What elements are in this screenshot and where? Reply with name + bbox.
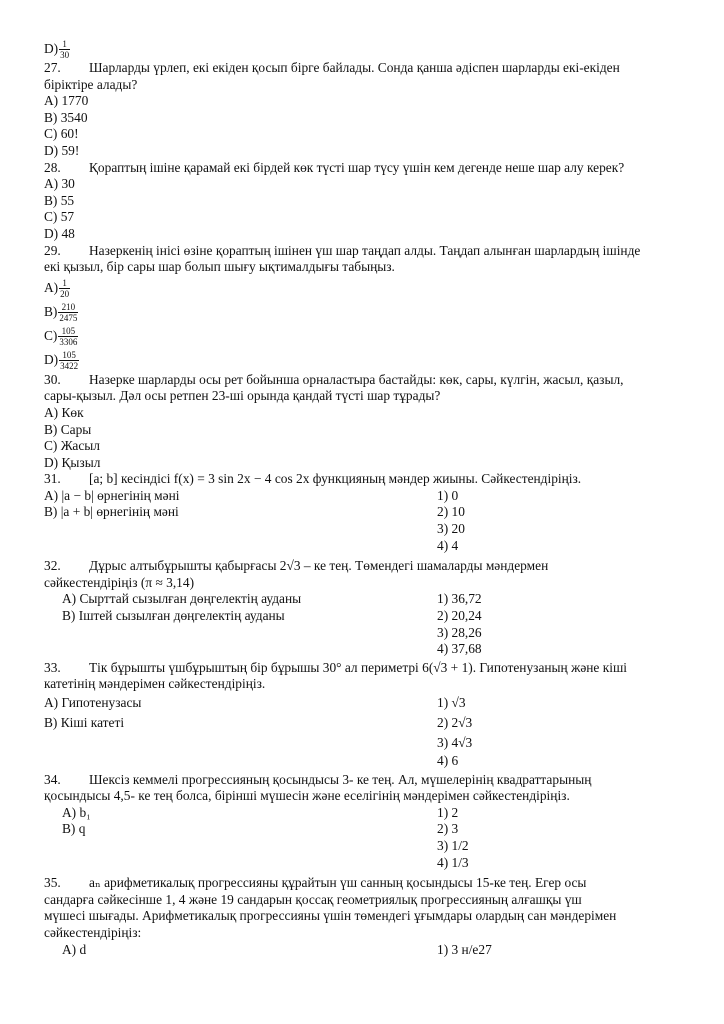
option-a: A) Көк [44, 404, 84, 420]
fraction: $\frac{1}{30}$ [60, 39, 70, 61]
question-text: Тік бұрышты үшбұрыштың бір бұрышы 30° ал периметрі 6(√3 + 1). Гипотенузаның және кіші [89, 659, 627, 675]
option-a: A) $\frac{1}{20}$ [44, 278, 70, 300]
option-d: D) 48 [44, 225, 75, 241]
option-d: D) $\frac{105}{3422}$ [44, 350, 79, 372]
option-c: C) 57 [44, 209, 75, 225]
question-27 [44, 60, 684, 160]
question-text-cont: сәйкестендіріңіз (π ≈ 3,14) [44, 574, 195, 590]
option-b: B) 3540 [44, 109, 88, 125]
right-column: 1) 2 2) 3 3) 1/2 4) 1/3 [437, 804, 469, 870]
question-31 [44, 471, 684, 554]
question-text: aₙ арифметикалық прогрессияны құрайтын үш санның қосындысы 15-ке тең. Егер осы [89, 875, 587, 891]
question-number: 29. [44, 242, 61, 258]
question-text: Шарларды үрлеп, екі екіден қосып бірге байлады. Сонда қанша әдіспен шарларды екі-екіден [89, 60, 620, 75]
fraction: $\frac{210}{2475}$ [59, 302, 78, 324]
option-b: B) 55 [44, 192, 75, 208]
option-d: D) Қызыл [44, 454, 101, 470]
question-text-cont: екі қызыл, бір сары шар болып шығу ықтималдығы табыңыз. [44, 259, 395, 275]
question-number: 32. [44, 558, 61, 574]
question-text: Дұрыс алтыбұрышты қабырғасы 2√3 – ке тең. Төмендегі шамаларды мәндермен [89, 558, 549, 574]
option-c: C) $\frac{105}{3306}$ [44, 326, 78, 348]
question-33 [44, 660, 684, 770]
question-text-cont: сандарға сәйкесінше 1, 4 және 19 сандарын қоссақ геометриялық прогрессияның алғашқы үш [44, 891, 582, 907]
question-number: 28. [44, 159, 61, 175]
question-number: 31. [44, 471, 61, 487]
option-c: C) 60! [44, 126, 79, 142]
right-column: 1) √3 2) 2√3 3) 4√3 4) 6 [437, 695, 473, 768]
question-30 [44, 372, 684, 472]
question-32 [44, 558, 684, 658]
left-column: A) Сырттай сызылған дөңгелектің ауданы B) Іштей сызылған дөңгелектің ауданы [62, 591, 302, 624]
option-a: A) 1770 [44, 93, 89, 109]
question-text: Назеркенің інісі өзіне қораптың ішінен үш шар таңдап алды. Таңдап алынған шарлардың ішінде [89, 242, 641, 258]
question-text-cont: сәйкестендіріңіз: [44, 924, 142, 940]
question-text-cont: біріктіре алады? [44, 76, 138, 92]
question-text-cont: катетінің мәндерімен сәйкестендіріңіз. [44, 676, 266, 692]
question-number: 30. [44, 371, 61, 387]
option-d: D) 59! [44, 142, 80, 158]
question-number: 35. [44, 875, 61, 891]
question-text-cont: қосындысы 4,5- ке тең болса, бірінші мүшесін және еселігінің мәндерімен сәйкестендіріңіз. [44, 788, 570, 804]
left-column: A) d [62, 941, 87, 957]
option-b: B) Сары [44, 421, 92, 437]
option-c: C) Жасыл [44, 438, 100, 454]
option-b: B) $\frac{210}{2475}$ [44, 302, 78, 324]
question-29 [44, 243, 684, 372]
prev-option-d: D) $\frac{1}{30}$ [44, 39, 70, 61]
question-35 [44, 875, 684, 958]
fraction: $\frac{105}{3306}$ [59, 326, 78, 348]
question-text: [a; b] кесіндісі f(x) = 3 sin 2x − 4 cos 2x функцияның мәндер жиыны. Сәйкестендіріңіз. [89, 471, 582, 487]
fraction: $\frac{1}{20}$ [60, 278, 70, 300]
left-column: A) Гипотенузасы B) Кіші катеті [44, 695, 142, 730]
question-28 [44, 160, 684, 243]
left-column: A) |a − b| өрнегінің мәні B) |a + b| өрнегінің мәні [44, 487, 180, 520]
option-a: A) 30 [44, 176, 75, 192]
fraction: $\frac{105}{3422}$ [60, 350, 79, 372]
right-column: 1) 0 2) 10 3) 20 4) 4 [437, 487, 465, 553]
question-34 [44, 772, 684, 872]
left-column: A) b₁ B) q [62, 804, 91, 837]
question-text: Қораптың ішіне қарамай екі бірдей көк түсті шар түсу үшін кем дегенде неше шар алу керек? [89, 159, 625, 175]
right-column: 1) 36,72 2) 20,24 3) 28,26 4) 37,68 [437, 591, 482, 657]
question-text-cont: сары-қызыл. Дәл осы ретпен 23-ші орында қандай түсті шар тұрады? [44, 388, 441, 404]
document-page [44, 38, 684, 958]
right-column: 1) 3 н/е27 [437, 941, 492, 957]
question-text: Назерке шарларды осы рет бойынша орналастыра бастайды: көк, сары, күлгін, жасыл, қазыл, [89, 371, 624, 387]
question-number: 27. [44, 60, 61, 75]
question-text-cont: мүшесі шығады. Арифметикалық прогрессияны үшін төмендегі ұғымдары олардың сан мәндерімен [44, 908, 617, 924]
question-number: 34. [44, 771, 61, 787]
question-text: Шексіз кеммелі прогрессияның қосындысы 3- ке тең. Ал, мүшелерінің квадраттарының [89, 771, 592, 787]
question-number: 33. [44, 659, 61, 675]
